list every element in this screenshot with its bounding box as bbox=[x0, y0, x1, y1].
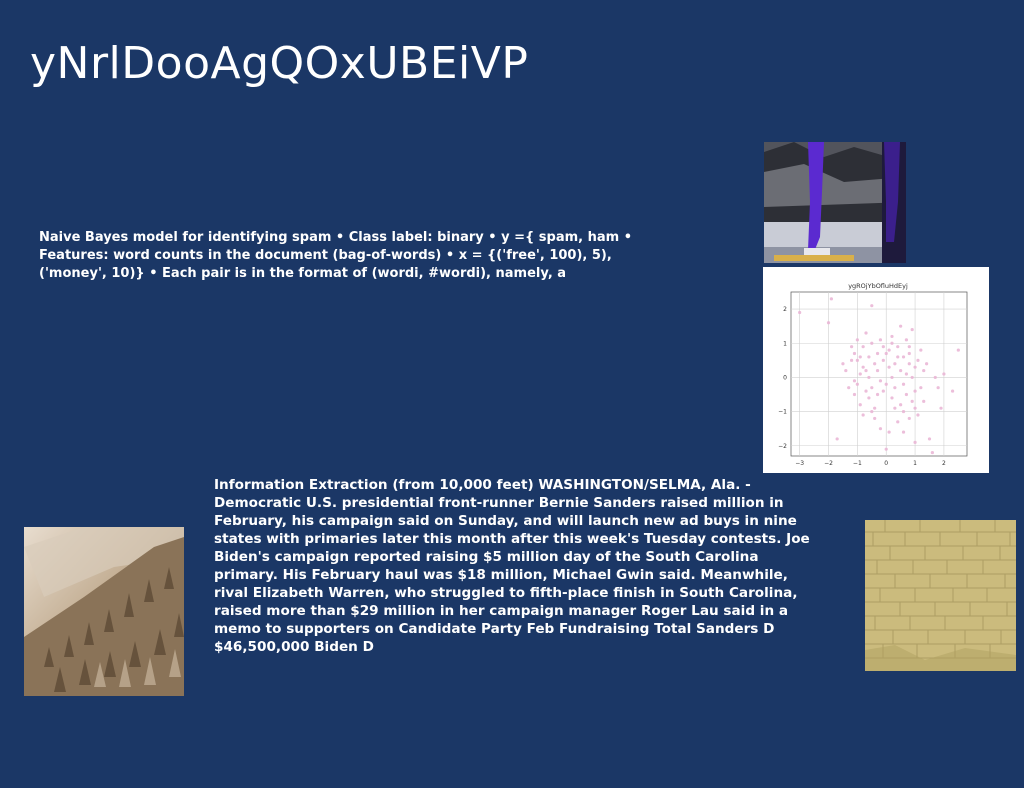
scatter-point bbox=[882, 345, 885, 348]
scatter-point bbox=[919, 386, 922, 389]
scatter-point bbox=[879, 379, 882, 382]
scatter-point bbox=[916, 359, 919, 362]
scatter-point bbox=[957, 348, 960, 351]
scatter-point bbox=[847, 386, 850, 389]
scatter-point bbox=[896, 420, 899, 423]
scatter-point bbox=[913, 441, 916, 444]
scatter-point bbox=[870, 304, 873, 307]
scatter-point bbox=[911, 400, 914, 403]
scatter-point bbox=[922, 400, 925, 403]
forest-slope-photo bbox=[24, 527, 184, 696]
scatter-point bbox=[873, 362, 876, 365]
scatter-point bbox=[922, 369, 925, 372]
scatter-point bbox=[867, 396, 870, 399]
scatter-point bbox=[928, 437, 931, 440]
scatter-point bbox=[844, 369, 847, 372]
x-tick-label: 2 bbox=[942, 460, 946, 467]
scatter-point bbox=[913, 366, 916, 369]
information-extraction-paragraph: Information Extraction (from 10,000 feet) WASHINGTON/SELMA, Ala. - Democratic U.S. presidential front-runner Bernie Sanders raised million in February, his campaign said on Sunday, and will launch new ad buys in nine states with primaries later this month after this week's Tuesday contests. Joe Biden's campaign reported raising $5 million day of the South Carolina primary. His February haul was $18 million, Michael Gwin said. Meanwhile, rival Elizabeth Warren, who struggled to fifth-place finish in South Carolina, raised more than $29 million in her campaign manager Roger Lau said in a memo to supporters on Candidate Party Feb Fundraising Total Sanders D $46,500,000 Biden D bbox=[214, 477, 810, 655]
scatter-point bbox=[951, 389, 954, 392]
scatter-point bbox=[896, 355, 899, 358]
scatter-point bbox=[873, 407, 876, 410]
scatter-point bbox=[908, 352, 911, 355]
scatter-point bbox=[856, 359, 859, 362]
scatter-point bbox=[939, 407, 942, 410]
scatter-point bbox=[885, 352, 888, 355]
scatter-point bbox=[925, 362, 928, 365]
scatter-point bbox=[902, 355, 905, 358]
scatter-point bbox=[882, 359, 885, 362]
scatter-point bbox=[836, 437, 839, 440]
scatter-point bbox=[908, 345, 911, 348]
scatter-point bbox=[887, 430, 890, 433]
chart-title: ygROjYbOfluHdEyj bbox=[848, 282, 908, 290]
scatter-point bbox=[859, 355, 862, 358]
scatter-point bbox=[856, 383, 859, 386]
scatter-point bbox=[893, 362, 896, 365]
scatter-point bbox=[899, 403, 902, 406]
scatter-point bbox=[899, 369, 902, 372]
scatter-point bbox=[911, 376, 914, 379]
scatter-chart bbox=[763, 267, 989, 473]
scatter-point bbox=[853, 352, 856, 355]
scatter-point bbox=[879, 338, 882, 341]
x-tick-label: −1 bbox=[852, 460, 862, 467]
scatter-point bbox=[934, 376, 937, 379]
scatter-point bbox=[867, 355, 870, 358]
scatter-point bbox=[882, 389, 885, 392]
scatter-point bbox=[916, 413, 919, 416]
scatter-point bbox=[859, 403, 862, 406]
scatter-point bbox=[864, 389, 867, 392]
scatter-point bbox=[798, 311, 801, 314]
scatter-point bbox=[850, 345, 853, 348]
scatter-point bbox=[841, 362, 844, 365]
scatter-point bbox=[870, 410, 873, 413]
scatter-point bbox=[942, 372, 945, 375]
scatter-point bbox=[908, 417, 911, 420]
scatter-point bbox=[867, 376, 870, 379]
scatter-point bbox=[853, 379, 856, 382]
stone-wall-photo bbox=[865, 520, 1016, 671]
scatter-point bbox=[913, 389, 916, 392]
scatter-point bbox=[885, 383, 888, 386]
skateboard-legs-photo bbox=[764, 142, 906, 263]
scatter-point bbox=[830, 297, 833, 300]
y-tick-label: 0 bbox=[783, 374, 787, 382]
scatter-point bbox=[856, 338, 859, 341]
spam-model-paragraph: Naive Bayes model for identifying spam • Class label: binary • y ={ spam, ham • Features: word counts in the document (bag-of-words) • x = {('free', 100), 5), ('money', 10)} • Each pair is in the format of (wordi, #wordi), namely, a bbox=[39, 230, 633, 281]
scatter-point bbox=[893, 386, 896, 389]
scatter-point bbox=[885, 448, 888, 451]
scatter-point bbox=[902, 383, 905, 386]
scatter-point bbox=[893, 407, 896, 410]
scatter-point bbox=[908, 362, 911, 365]
scatter-point bbox=[905, 338, 908, 341]
scatter-point bbox=[887, 366, 890, 369]
scatter-point bbox=[931, 451, 934, 454]
scatter-point bbox=[870, 342, 873, 345]
scatter-point bbox=[937, 386, 940, 389]
scatter-point bbox=[899, 325, 902, 328]
x-tick-label: 1 bbox=[913, 460, 917, 467]
y-tick-label: −2 bbox=[778, 442, 787, 450]
plot-frame bbox=[791, 292, 967, 456]
x-tick-label: 0 bbox=[884, 460, 889, 467]
scatter-point bbox=[905, 372, 908, 375]
scatter-point bbox=[853, 393, 856, 396]
scatter-point bbox=[905, 393, 908, 396]
scatter-point bbox=[862, 366, 865, 369]
slide-title: yNrlDooAgQOxUBEiVP bbox=[30, 38, 529, 89]
scatter-chart-svg bbox=[763, 267, 989, 473]
scatter-point bbox=[890, 376, 893, 379]
scatter-point bbox=[827, 321, 830, 324]
scatter-point bbox=[890, 342, 893, 345]
scatter-point bbox=[902, 410, 905, 413]
scatter-point bbox=[859, 372, 862, 375]
x-tick-label: −2 bbox=[824, 460, 833, 467]
scatter-point bbox=[864, 331, 867, 334]
scatter-point bbox=[896, 345, 899, 348]
y-tick-label: 1 bbox=[783, 340, 787, 348]
scatter-point bbox=[887, 348, 890, 351]
scatter-point bbox=[876, 369, 879, 372]
scatter-point bbox=[864, 369, 867, 372]
scatter-point bbox=[911, 328, 914, 331]
scatter-point bbox=[890, 396, 893, 399]
scatter-point bbox=[890, 335, 893, 338]
scatter-point bbox=[850, 359, 853, 362]
scatter-point bbox=[879, 427, 882, 430]
x-tick-label: −3 bbox=[795, 460, 805, 467]
scatter-point bbox=[913, 407, 916, 410]
scatter-point bbox=[876, 352, 879, 355]
scatter-point bbox=[902, 430, 905, 433]
scatter-point bbox=[876, 393, 879, 396]
y-tick-label: 2 bbox=[783, 306, 787, 314]
scatter-point bbox=[919, 348, 922, 351]
scatter-point bbox=[862, 413, 865, 416]
scatter-point bbox=[862, 345, 865, 348]
y-tick-label: −1 bbox=[778, 408, 787, 416]
scatter-point bbox=[870, 386, 873, 389]
scatter-point bbox=[873, 417, 876, 420]
